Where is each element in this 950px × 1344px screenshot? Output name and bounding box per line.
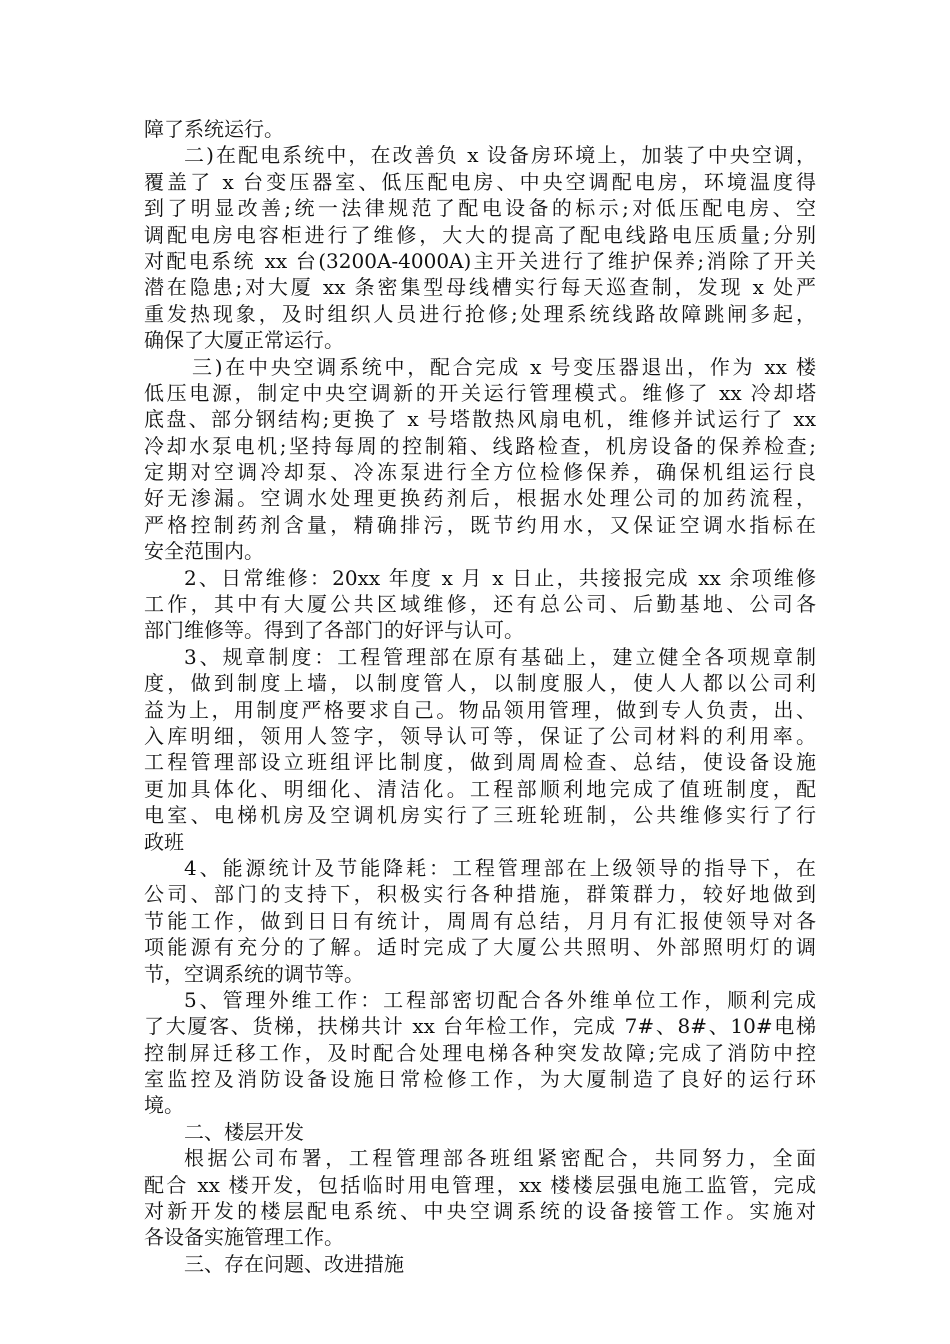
text-line: 节，空调系统的调节等。 [144, 961, 364, 986]
text-line: 控制屏迁移工作，及时配合处理电梯各种突发故障;完成了消防中控 [144, 1040, 816, 1065]
text-line: 入库明细，领用人签字，领导认可等，保证了公司材料的利用率。 [144, 723, 816, 748]
section-heading: 三、存在问题、改进措施 [184, 1251, 404, 1276]
text-line: 到了明显改善;统一法律规范了配电设备的标示;对低压配电房、空 [144, 196, 816, 221]
text-line: 工程管理部设立班组评比制度，做到周周检查、总结，使设备设施 [144, 750, 816, 775]
text-line: 公司、部门的支持下，积极实行各种措施，群策群力，较好地做到 [144, 882, 816, 907]
text-line: 度，做到制度上墙，以制度管人，以制度服人，使人人都以公司利 [144, 671, 816, 696]
text-line: 安全范围内。 [144, 539, 264, 564]
text-line: 益为上，用制度严格要求自己。物品领用管理，做到专人负责，出、 [144, 697, 816, 722]
text-line: 了大厦客、货梯，扶梯共计 xx 台年检工作，完成 7#、8#、10#电梯 [144, 1014, 816, 1039]
text-line: 项能源有充分的了解。适时完成了大厦公共照明、外部照明灯的调 [144, 935, 816, 960]
text-line: 调配电房电容柜进行了维修，大大的提高了配电线路电压质量;分别 [144, 222, 816, 247]
text-line: 根据公司布署，工程管理部各班组紧密配合，共同努力，全面 [184, 1146, 816, 1171]
text-line: 节能工作，做到日日有统计，周周有总结，月月有汇报使领导对各 [144, 908, 816, 933]
text-line: 工作，其中有大厦公共区域维修，还有总公司、后勤基地、公司各 [144, 592, 816, 617]
text-line: 定期对空调冷却泵、冷冻泵进行全方位检修保养，确保机组运行良 [144, 460, 816, 485]
text-line: 3、规章制度：工程管理部在原有基础上，建立健全各项规章制 [184, 644, 816, 669]
text-line: 二)在配电系统中，在改善负 x 设备房环境上，加装了中央空调， [184, 143, 816, 168]
text-line: 对新开发的楼层配电系统、中央空调系统的设备接管工作。实施对 [144, 1199, 816, 1224]
text-line: 障了系统运行。 [144, 117, 284, 141]
text-line: 电室、电梯机房及空调机房实行了三班轮班制，公共维修实行了行 [144, 803, 816, 828]
text-line: 室监控及消防设备设施日常检修工作，为大厦制造了良好的运行环 [144, 1067, 816, 1092]
text-line: 确保了大厦正常运行。 [144, 328, 344, 353]
text-line: 配合 xx 楼开发，包括临时用电管理，xx 楼楼层强电施工监管，完成 [144, 1172, 816, 1197]
text-line: 三)在中央空调系统中，配合完成 x 号变压器退出，作为 xx 楼 [192, 354, 816, 379]
text-line: 4、能源统计及节能降耗：工程管理部在上级领导的指导下，在 [184, 855, 816, 880]
document-page [144, 116, 816, 1277]
text-line: 重发热现象，及时组织人员进行抢修;处理系统线路故障跳闸多起， [144, 301, 816, 326]
text-line: 各设备实施管理工作。 [144, 1225, 344, 1250]
text-line: 政班 [144, 829, 184, 854]
text-line: 对配电系统 xx 台(3200A-4000A)主开关进行了维护保养;消除了开关 [144, 248, 816, 273]
section-heading: 二、楼层开发 [184, 1119, 304, 1144]
text-line: 更加具体化、明细化、清洁化。工程部顺利地完成了值班制度，配 [144, 776, 816, 801]
text-line: 低压电源，制定中央空调新的开关运行管理模式。维修了 xx 冷却塔 [144, 380, 816, 405]
text-line: 2、日常维修：20xx 年度 x 月 x 日止，共接报完成 xx 余项维修 [184, 565, 816, 590]
text-line: 覆盖了 x 台变压器室、低压配电房、中央空调配电房，环境温度得 [144, 169, 816, 194]
text-line: 冷却水泵电机;坚持每周的控制箱、线路检查，机房设备的保养检查; [144, 433, 816, 458]
text-line: 潜在隐患;对大厦 xx 条密集型母线槽实行每天巡查制，发现 x 处严 [144, 275, 816, 300]
text-line: 底盘、部分钢结构;更换了 x 号塔散热风扇电机，维修并试运行了 xx [144, 407, 816, 432]
text-line: 严格控制药剂含量，精确排污，既节约用水，又保证空调水指标在 [144, 512, 816, 537]
text-line: 好无渗漏。空调水处理更换药剂后，根据水处理公司的加药流程， [144, 486, 816, 511]
text-line: 境。 [144, 1093, 184, 1118]
text-line: 部门维修等。得到了各部门的好评与认可。 [144, 618, 524, 643]
text-line: 5、管理外维工作：工程部密切配合各外维单位工作，顺利完成 [184, 987, 816, 1012]
